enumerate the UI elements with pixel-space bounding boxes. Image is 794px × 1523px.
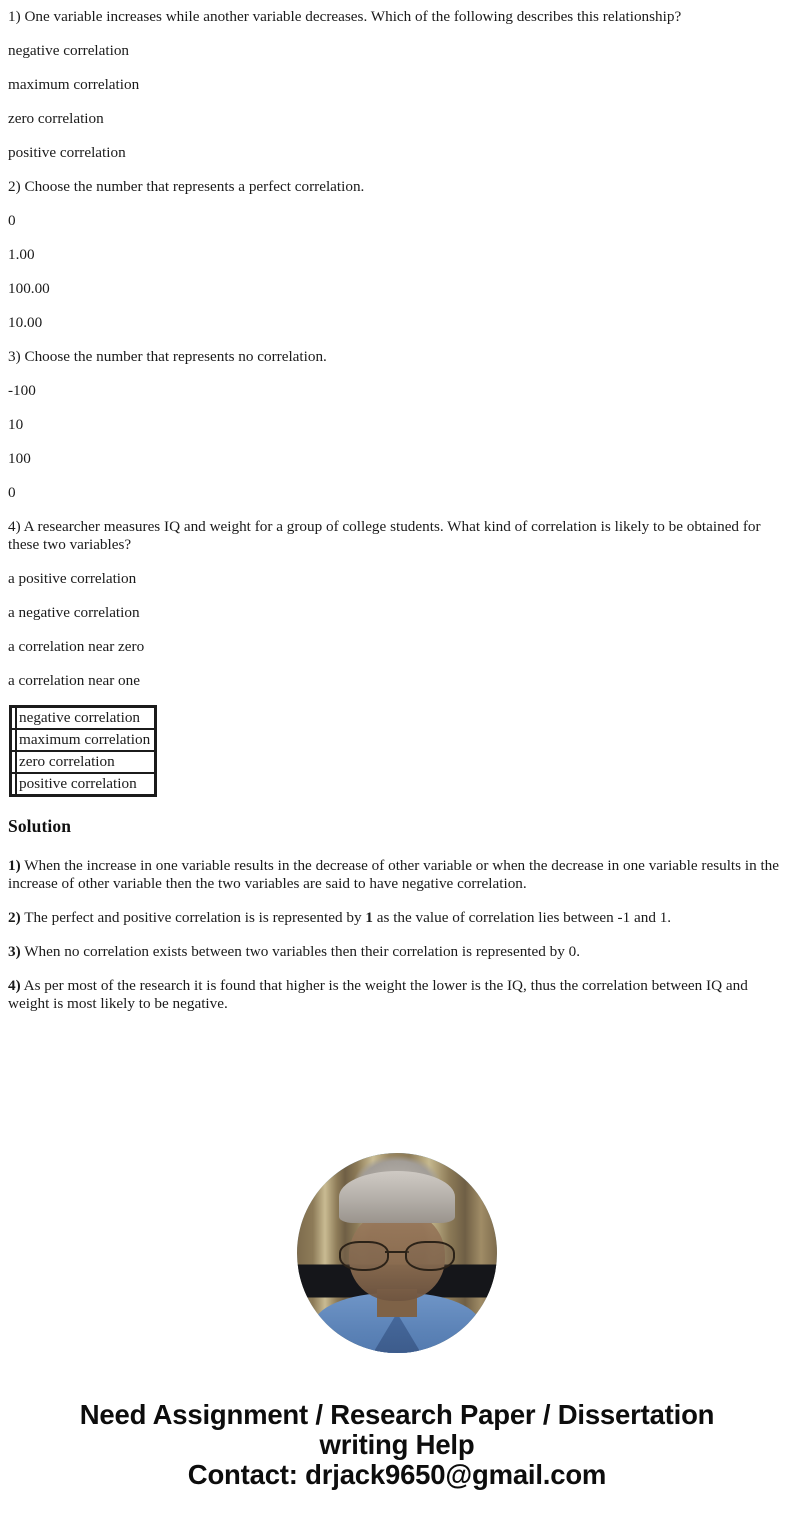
question-4-prompt: 4) A researcher measures IQ and weight for a group of college students. What kind of correlation is likely to be obtained for these two variables? [8, 518, 761, 553]
question-1-option-2[interactable]: maximum correlation [8, 76, 140, 93]
avatar-hair [339, 1171, 455, 1223]
question-2-option-3[interactable]: 100.00 [8, 280, 50, 297]
question-1-option-3[interactable]: zero correlation [8, 110, 104, 127]
solution-item-2-text-after: as the value of correlation lies between -1 and 1. [376, 909, 672, 926]
question-4-option-3[interactable]: a correlation near zero [8, 638, 145, 655]
question-3-option-4[interactable]: 0 [8, 484, 16, 501]
question-3-prompt: 3) Choose the number that represents no correlation. [8, 348, 327, 365]
footer-line-1: Need Assignment / Research Paper / Dissertation [79, 1399, 715, 1430]
question-1-option-4[interactable]: positive correlation [8, 144, 126, 161]
solution-item-1-text: When the increase in one variable results in the decrease of other variable or when the decrease in one variable results in the increase of other variable then the two variables are said to have negative correlation. [8, 857, 780, 893]
question-2-prompt: 2) Choose the number that represents a perfect correlation. [8, 178, 365, 195]
solution-item-2 [0, 909, 794, 927]
solution-item-2-text-before: The perfect and positive correlation is is represented by [24, 909, 362, 926]
solution-item-4-number: 4) [8, 977, 21, 994]
question-4-option-4[interactable]: a correlation near one [8, 672, 140, 689]
solution-item-2-number: 2) [8, 909, 21, 926]
question-3-option-1[interactable]: -100 [8, 382, 36, 399]
question-2-option-2[interactable]: 1.00 [8, 246, 35, 263]
solution-item-3 [0, 943, 794, 961]
footer-line-2: writing Help [319, 1429, 475, 1460]
footer-contact-block [0, 1400, 794, 1490]
footer-line-3: Contact: drjack9650@gmail.com [187, 1459, 607, 1490]
solution-item-1 [0, 857, 794, 894]
question-1-option-1[interactable]: negative correlation [8, 42, 130, 59]
avatar [297, 1153, 497, 1353]
question-1-prompt: 1) One variable increases while another variable decreases. Which of the following describes this relationship? [8, 8, 682, 25]
solution-item-3-text: When no correlation exists between two variables then their correlation is represented by 0. [24, 943, 581, 960]
glasses-icon [339, 1241, 455, 1267]
table-row[interactable] [11, 751, 155, 773]
solution-heading: Solution [8, 816, 72, 836]
choice-cell-zero-correlation[interactable]: zero correlation [16, 751, 155, 773]
table-row[interactable] [11, 773, 155, 795]
choice-cell-maximum-correlation[interactable]: maximum correlation [16, 729, 155, 751]
solution-item-4-text: As per most of the research it is found that higher is the weight the lower is the IQ, thus the correlation between IQ and weight is most likely to be negative. [8, 977, 748, 1013]
question-2-option-4[interactable]: 10.00 [8, 314, 43, 331]
solution-item-3-number: 3) [8, 943, 21, 960]
choice-cell-negative-correlation[interactable]: negative correlation [16, 707, 155, 729]
question-3-option-3[interactable]: 100 [8, 450, 31, 467]
solution-item-4 [0, 977, 794, 1014]
solution-item-1-number: 1) [8, 857, 21, 874]
question-4-option-1[interactable]: a positive correlation [8, 570, 137, 587]
choice-cell-positive-correlation[interactable]: positive correlation [16, 773, 155, 795]
choice-box [9, 705, 157, 797]
choice-table [9, 705, 157, 797]
table-row[interactable] [11, 729, 155, 751]
question-4-option-2[interactable]: a negative correlation [8, 604, 140, 621]
solution-item-2-emphasis: 1 [365, 909, 373, 926]
question-3-option-2[interactable]: 10 [8, 416, 24, 433]
question-2-option-1[interactable]: 0 [8, 212, 16, 229]
table-row[interactable] [11, 707, 155, 729]
